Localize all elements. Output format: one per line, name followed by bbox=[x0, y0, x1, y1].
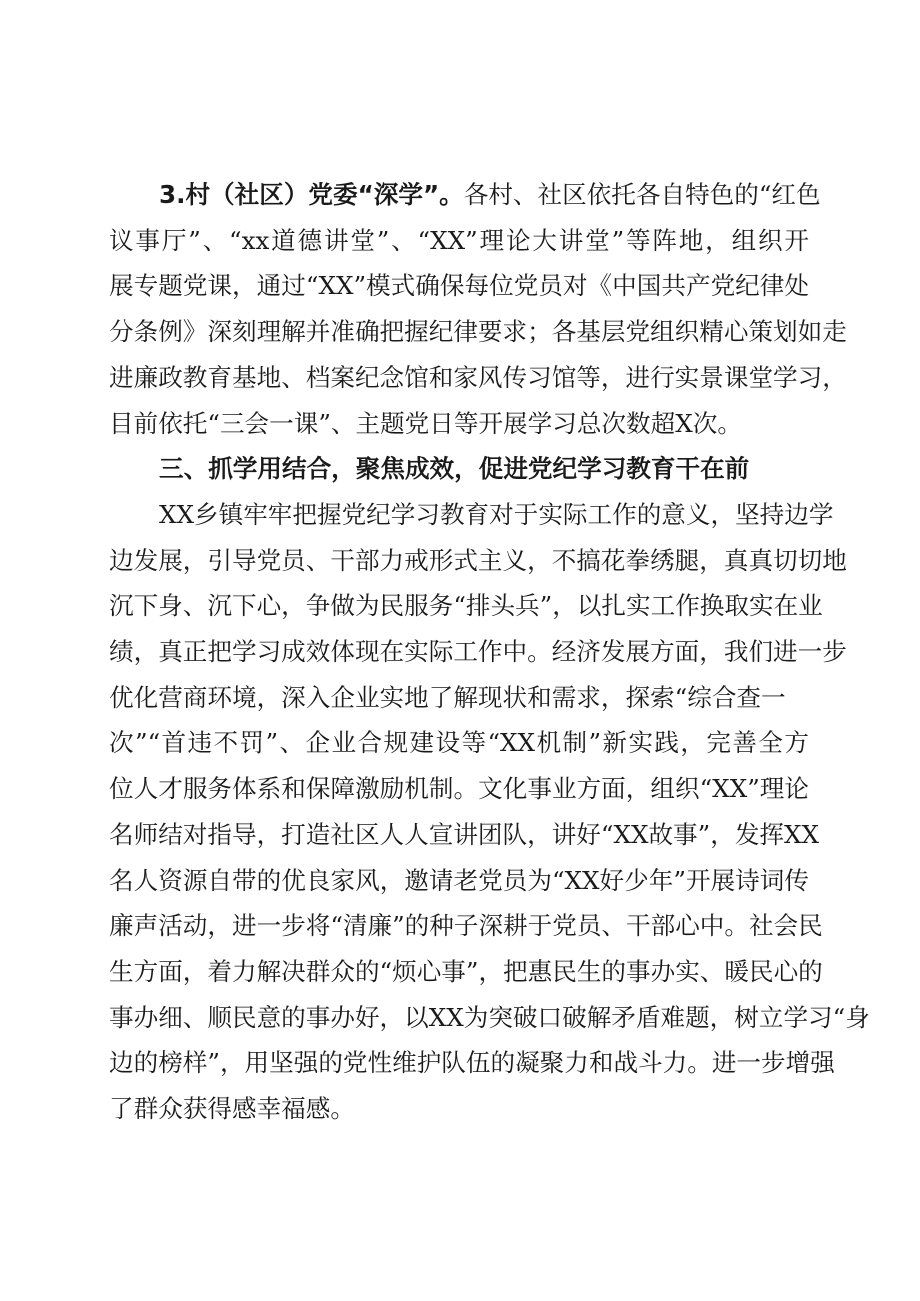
document-body bbox=[109, 172, 870, 1132]
text-line: 议事厅”、“xx道德讲堂”、“XX”理论大讲堂”等阵地，组织开 bbox=[109, 225, 809, 255]
subheading-village-study: 3.村（社区）党委“深学”。 bbox=[159, 180, 464, 209]
text-line: 优化营商环境，深入企业实地了解现状和需求，探索“综合查一 bbox=[109, 682, 786, 712]
text-line: 名师结对指导，打造社区人人宣讲团队，讲好“XX故事”，发挥XX bbox=[109, 819, 820, 849]
text-line: 边的榜样”，用坚强的党性维护队伍的凝聚力和战斗力。进一步增强 bbox=[109, 1048, 835, 1078]
text-line: 事办细、顺民意的事办好，以XX为突破口破解矛盾难题，树立学习“身 bbox=[109, 1002, 870, 1032]
text-line: 次”“首违不罚”、企业合规建设等“XX机制”新实践，完善全方 bbox=[109, 728, 809, 758]
text-line bbox=[109, 172, 821, 218]
text-line: 廉声活动，进一步将“清廉”的种子深耕于党员、干部心中。社会民 bbox=[109, 911, 823, 941]
text-line: 边发展，引导党员、干部力戒形式主义，不搞花拳绣腿，真真切切地 bbox=[109, 545, 847, 575]
text-line: 目前依托“三会一课”、主题党日等开展学习总次数超X次。 bbox=[109, 408, 742, 438]
text-line: 沉下身、沉下心，争做为民服务“排头兵”，以扎实工作换取实在业 bbox=[109, 591, 823, 621]
paragraph-village-party-committee bbox=[109, 172, 847, 446]
text-line: 展专题党课，通过“XX”模式确保每位党员对《中国共产党纪律处 bbox=[109, 271, 809, 301]
paragraph-study-application bbox=[109, 492, 870, 1132]
text-line: 了群众获得感幸福感。 bbox=[109, 1094, 355, 1124]
text-line: 生方面，着力解决群众的“烦心事”，把惠民生的事办实、暖民心的 bbox=[109, 956, 823, 986]
text-line-content: 各村、社区依托各自特色的“红色 bbox=[463, 180, 821, 209]
section-heading-three: 三、抓学用结合，聚焦成效，促进党纪学习教育干在前 bbox=[159, 454, 750, 484]
text-line: XX乡镇牢牢把握党纪学习教育对于实际工作的意义，坚持边学 bbox=[159, 499, 834, 529]
text-line: 位人才服务体系和保障激励机制。文化事业方面，组织“XX”理论 bbox=[109, 774, 809, 804]
text-line: 分条例》深刻理解并准确把握纪律要求；各基层党组织精心策划如走 bbox=[109, 317, 847, 347]
text-line: 进廉政教育基地、档案纪念馆和家风传习馆等，进行实景课堂学习， bbox=[109, 362, 847, 392]
text-line: 名人资源自带的优良家风，邀请老党员为“XX好少年”开展诗词传 bbox=[109, 865, 809, 895]
text-line: 绩，真正把学习成效体现在实际工作中。经济发展方面，我们进一步 bbox=[109, 637, 847, 667]
